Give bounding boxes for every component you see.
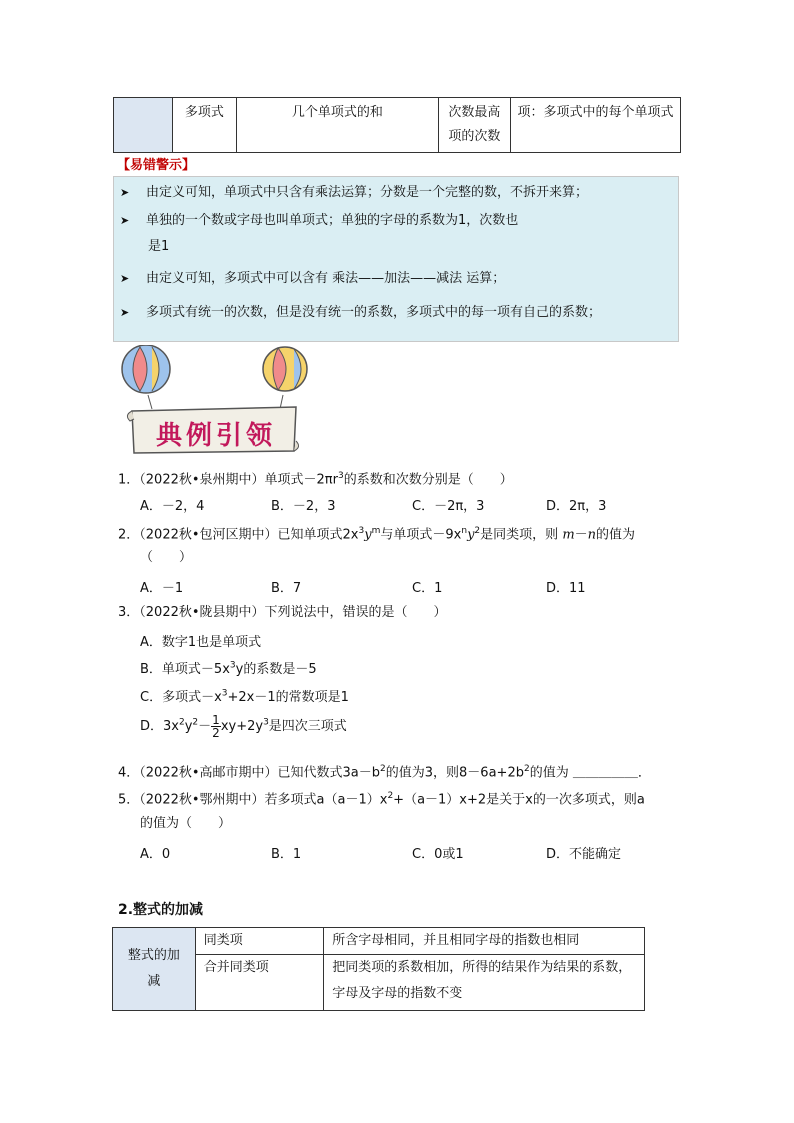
table-cell: 所含字母相同，并且相同字母的指数也相同 [324,928,645,955]
option-c: C．0或1 [412,847,464,862]
table-cell: 项：多项式中的每个单项式 [510,98,680,153]
option-b: B．7 [271,581,302,596]
option-c: C．多项式$-x^3+2x-1$的常数项是1 [140,688,349,705]
question-3: 3．（2022秋•陇县期中）下列说法中，错误的是（ ） [118,605,447,620]
question-5: 5．（2022秋•鄂州期中）若多项式$a(a-1)x^2+(a-1)x+2$是关于x的一次多项式，则a [118,791,645,808]
option-d: D．$3x^2y^2-$ $\frac{1}{2}$ $xy+2y^3$是四次三项式 [140,713,347,740]
option-a: A．数字1也是单项式 [140,635,262,650]
answer-blank[interactable]: ＿＿＿＿＿ [572,765,638,781]
question-4: 4．（2022秋•高邮市期中）已知代数式$3a-b^2$的值为3，则$8-6a+2b^2$的值为 ＿＿＿＿＿． [118,764,651,781]
question-2: 2．（2022秋•包河区期中）已知单项式$2x^3y^m$与单项式$-9x^ny^2$是同类项，则 m－n的值为 [118,526,636,543]
option-d: D．11 [546,581,586,596]
polynomial-table [113,97,681,153]
addition-subtraction-table [112,927,645,1011]
arrow-icon: ➤ [120,214,130,227]
option-a: A．－1 [140,581,184,596]
warning-item-cont: 是1 [148,239,170,254]
option-b: B．－2，3 [271,499,336,514]
table-cell: 几个单项式的和 [236,98,438,153]
arrow-icon: ➤ [120,306,130,319]
warning-item: ➤ 单独的一个数或字母也叫单项式；单独的字母的系数为1，次数也 [120,211,518,231]
section-title: 2.整式的加减 [118,902,204,918]
option-d: D．不能确定 [546,847,622,862]
option-a: A．0 [140,847,171,862]
table-cell: 合并同类项 [195,955,324,1011]
option-c: C．1 [412,581,443,596]
warning-title: 【易错警示】 [117,158,196,173]
table-shade-cell [114,98,173,153]
question-5-cont: 的值为（ ） [140,816,232,831]
table-cell: 次数最高项的次数 [438,98,510,153]
warning-item: ➤ 由定义可知，单项式中只含有乘法运算；分数是一个完整的数，不拆开来算； [120,183,588,203]
warning-item: ➤ 由定义可知，多项式中可以含有 乘法——加法——减法 运算； [120,269,505,289]
option-c: C．－2π，3 [412,499,485,514]
warning-item: ➤ 多项式有统一的次数，但是没有统一的系数，多项式中的每一项有自己的系数； [120,303,601,323]
option-a: A．－2，4 [140,499,205,514]
table-cell: 把同类项的系数相加，所得的结果作为结果的系数，字母及字母的指数不变 [324,955,645,1011]
example-banner [118,345,308,457]
option-b: B．1 [271,847,302,862]
warning-box [113,176,679,342]
question-2-paren: （ ） [140,550,193,565]
banner-title: 典例引领 [155,421,276,451]
table-cell: 多项式 [172,98,236,153]
question-1: 1．（2022秋•泉州期中）单项式$-2\pi r^3$的系数和次数分别是（ ） [118,471,513,488]
table-cell: 同类项 [195,928,324,955]
arrow-icon: ➤ [120,272,130,285]
row-head: 整式的加减 [113,928,196,1011]
arrow-icon: ➤ [120,186,130,199]
option-d: D．2π，3 [546,499,607,514]
option-b: B．单项式$-5x^3y$的系数是－5 [140,660,317,677]
fraction: $\frac{1}{2}$ [212,713,220,740]
